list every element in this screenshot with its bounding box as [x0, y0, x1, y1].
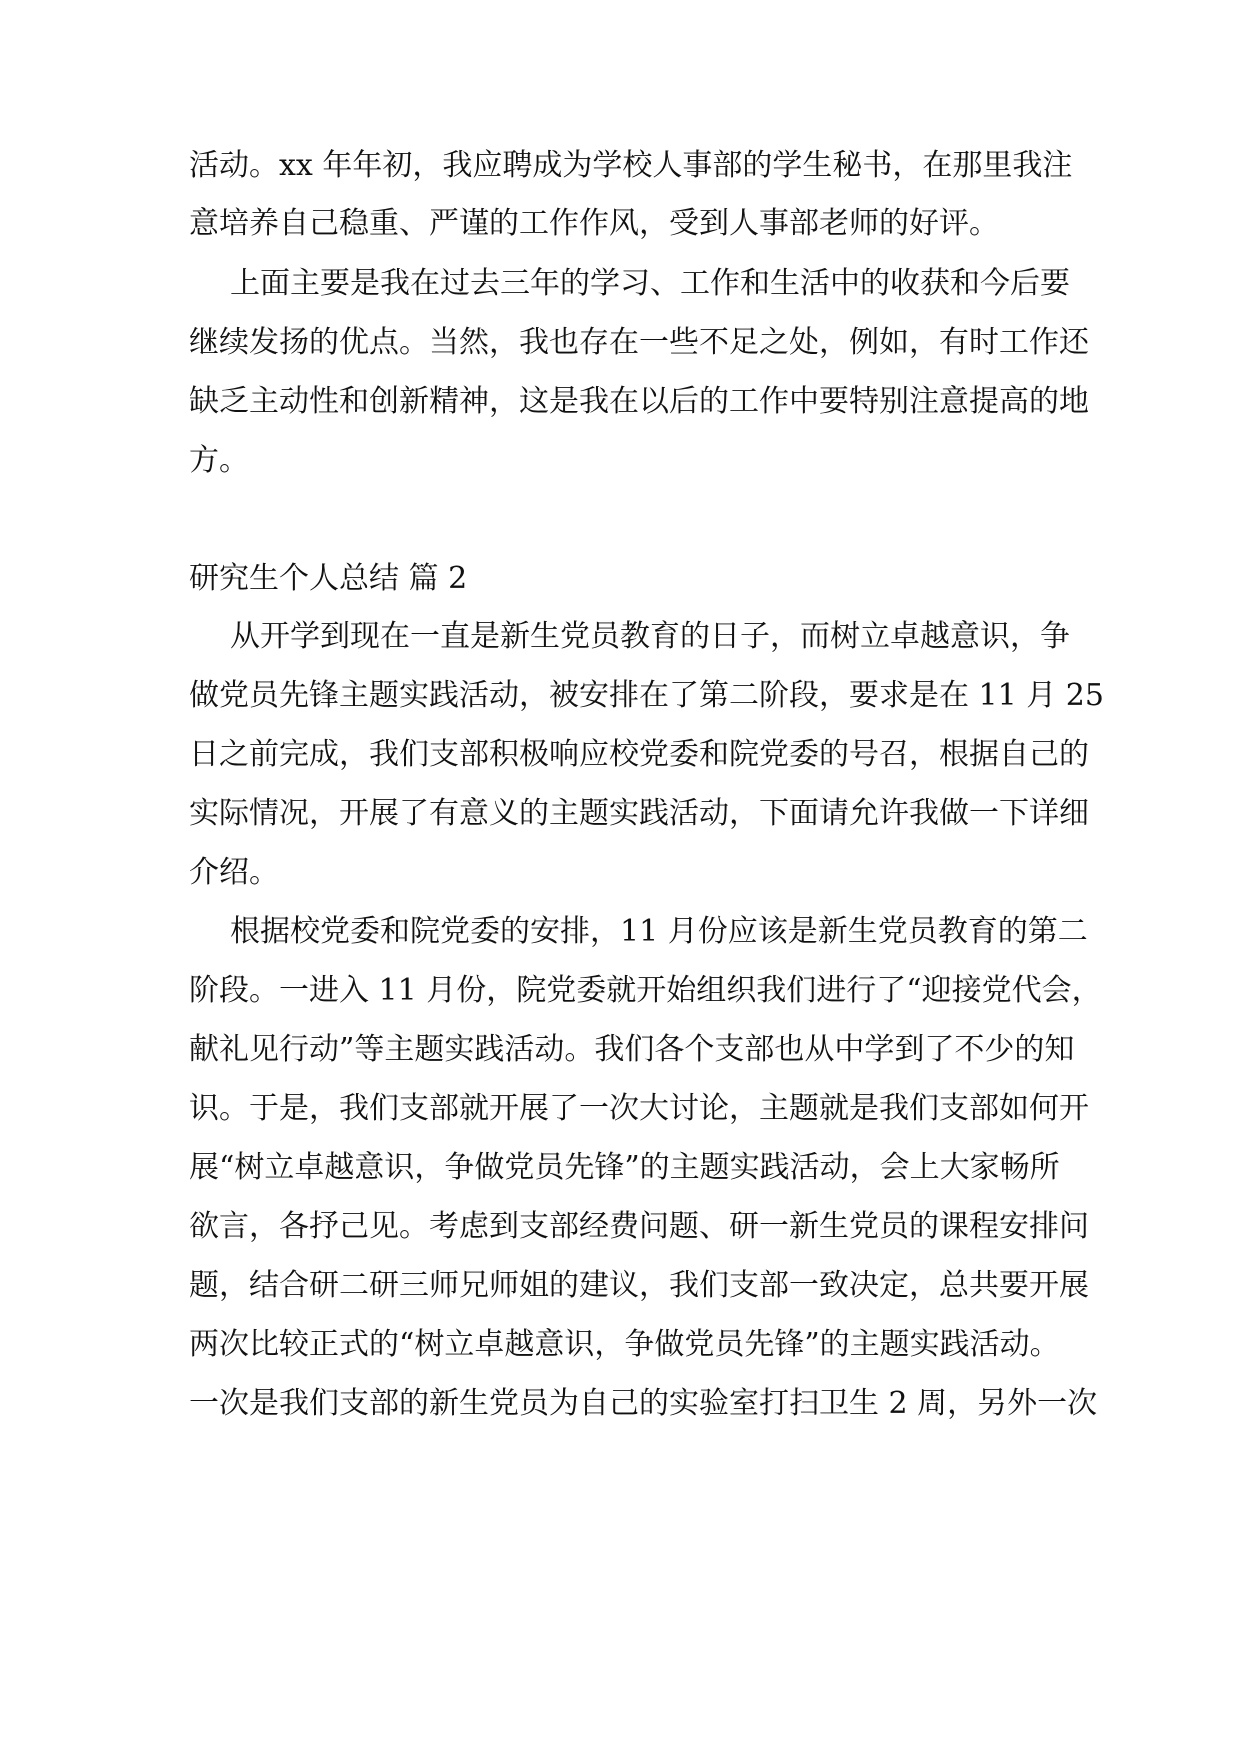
p1-line-2: 意培养自己稳重、严谨的工作作风，受到人事部老师的好评。	[189, 206, 999, 241]
p3-line-3: 日之前完成，我们支部积极响应校党委和院党委的号召，根据自己的	[189, 737, 1089, 772]
p4-line-8: 两次比较正式的“树立卓越意识，争做党员先锋”的主题实践活动。	[189, 1327, 1060, 1362]
p4-line-1: 根据校党委和院党委的安排，11 月份应该是新生党员教育的第二	[230, 914, 1088, 949]
p4-line-7: 题，结合研二研三师兄师姐的建议，我们支部一致决定，总共要开展	[189, 1268, 1089, 1303]
p4-line-5: 展“树立卓越意识，争做党员先锋”的主题实践活动，会上大家畅所	[189, 1150, 1060, 1185]
p2-line-3: 缺乏主动性和创新精神，这是我在以后的工作中要特别注意提高的地	[189, 384, 1089, 419]
p4-line-4: 识。于是，我们支部就开展了一次大讨论，主题就是我们支部如何开	[189, 1091, 1089, 1126]
p2-line-2: 继续发扬的优点。当然，我也存在一些不足之处，例如，有时工作还	[189, 325, 1089, 360]
p3-line-4: 实际情况，开展了有意义的主题实践活动，下面请允许我做一下详细	[189, 796, 1089, 831]
p4-line-9: 一次是我们支部的新生党员为自己的实验室打扫卫生 2 周，另外一次	[189, 1386, 1098, 1421]
p4-line-6: 欲言，各抒己见。考虑到支部经费问题、研一新生党员的课程安排问	[189, 1209, 1089, 1244]
section-heading: 研究生个人总结 篇 2	[189, 561, 468, 596]
p2-line-4: 方。	[189, 443, 249, 478]
p4-line-3: 献礼见行动”等主题实践活动。我们各个支部也从中学到了不少的知	[189, 1032, 1075, 1067]
p4-line-2: 阶段。一进入 11 月份，院党委就开始组织我们进行了“迎接党代会，	[189, 973, 1102, 1008]
p1-line-1: 活动。xx 年年初，我应聘成为学校人事部的学生秘书，在那里我注	[189, 148, 1073, 183]
p3-line-5: 介绍。	[189, 855, 279, 890]
p3-line-1: 从开学到现在一直是新生党员教育的日子，而树立卓越意识，争	[230, 619, 1070, 654]
p3-line-2: 做党员先锋主题实践活动，被安排在了第二阶段，要求是在 11 月 25	[189, 678, 1104, 713]
p2-line-1: 上面主要是我在过去三年的学习、工作和生活中的收获和今后要	[230, 266, 1070, 301]
